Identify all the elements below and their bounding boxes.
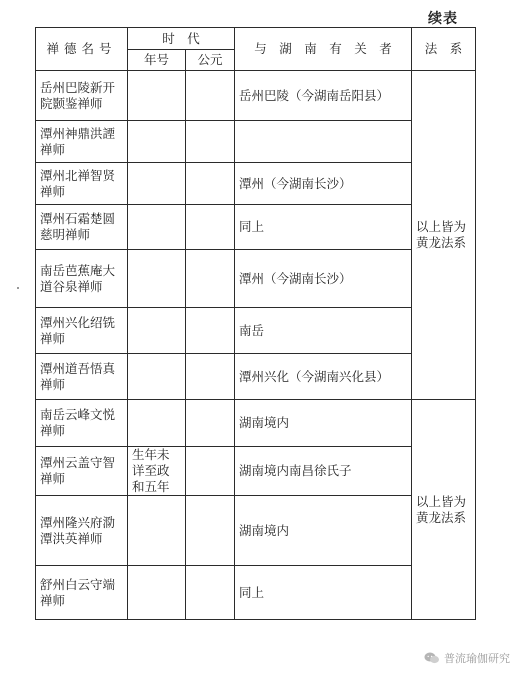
header-era: 时 代	[128, 28, 235, 50]
row-4-reign	[128, 205, 186, 250]
row-6-name: 潭州兴化绍铣禅师	[36, 308, 128, 354]
table-row	[36, 400, 476, 447]
row-7-ad	[186, 354, 235, 400]
header-related: 与 湖 南 有 关 者	[235, 28, 412, 71]
table-row	[36, 121, 476, 163]
row-1-ad	[186, 71, 235, 121]
wechat-icon	[424, 652, 440, 664]
row-3-ad	[186, 163, 235, 205]
table-row	[36, 250, 476, 308]
row-4-name: 潭州石霜楚圆慈明禅师	[36, 205, 128, 250]
row-3-name: 潭州北禅智贤禅师	[36, 163, 128, 205]
header-row-1	[36, 28, 476, 50]
row-5-related: 潭州（今湖南长沙）	[235, 250, 412, 308]
row-2-reign	[128, 121, 186, 163]
header-school: 法 系	[412, 28, 476, 71]
watermark-text: 普流瑜伽研究	[444, 652, 510, 665]
row-10-reign	[128, 496, 186, 566]
row-3-related: 潭州（今湖南长沙）	[235, 163, 412, 205]
row-2-ad	[186, 121, 235, 163]
header-name: 禅德名号	[36, 28, 128, 71]
row-7-name: 潭州道吾悟真禅师	[36, 354, 128, 400]
continued-label: 续表	[428, 11, 458, 27]
school-group-1: 以上皆为黄龙法系	[412, 71, 476, 400]
scan-speck	[17, 287, 19, 289]
table-row	[36, 163, 476, 205]
table-row	[36, 71, 476, 121]
row-5-ad	[186, 250, 235, 308]
row-11-name: 舒州白云守端禅师	[36, 566, 128, 620]
row-1-reign	[128, 71, 186, 121]
row-8-name: 南岳云峰文悦禅师	[36, 400, 128, 447]
row-8-related: 湖南境内	[235, 400, 412, 447]
row-5-reign	[128, 250, 186, 308]
table-row	[36, 496, 476, 566]
row-10-name: 潭州隆兴府泐潭洪英禅师	[36, 496, 128, 566]
header-era-reign: 年号	[128, 50, 186, 71]
chan-masters-table	[35, 27, 476, 620]
row-11-reign	[128, 566, 186, 620]
row-4-related: 同上	[235, 205, 412, 250]
row-10-related: 湖南境内	[235, 496, 412, 566]
row-9-related: 湖南境内南昌徐氏子	[235, 447, 412, 496]
table-row	[36, 308, 476, 354]
school-group-2: 以上皆为黄龙法系	[412, 400, 476, 620]
row-8-reign	[128, 400, 186, 447]
row-6-related: 南岳	[235, 308, 412, 354]
table-row	[36, 566, 476, 620]
header-era-ad: 公元	[186, 50, 235, 71]
row-5-name: 南岳芭蕉庵大道谷泉禅师	[36, 250, 128, 308]
row-2-related	[235, 121, 412, 163]
row-9-name: 潭州云盖守智禅师	[36, 447, 128, 496]
watermark	[424, 650, 510, 666]
row-10-ad	[186, 496, 235, 566]
row-7-reign	[128, 354, 186, 400]
table-row	[36, 354, 476, 400]
row-8-ad	[186, 400, 235, 447]
row-9-ad	[186, 447, 235, 496]
row-3-reign	[128, 163, 186, 205]
row-1-name: 岳州巴陵新开院颢鉴禅师	[36, 71, 128, 121]
row-2-name: 潭州神鼎洪諲禅师	[36, 121, 128, 163]
row-1-related: 岳州巴陵（今湖南岳阳县）	[235, 71, 412, 121]
row-4-ad	[186, 205, 235, 250]
row-9-reign: 生年未详至政和五年	[128, 447, 186, 496]
row-11-ad	[186, 566, 235, 620]
table-row	[36, 447, 476, 496]
row-11-related: 同上	[235, 566, 412, 620]
row-7-related: 潭州兴化（今湖南兴化县）	[235, 354, 412, 400]
table-row	[36, 205, 476, 250]
row-6-ad	[186, 308, 235, 354]
row-6-reign	[128, 308, 186, 354]
